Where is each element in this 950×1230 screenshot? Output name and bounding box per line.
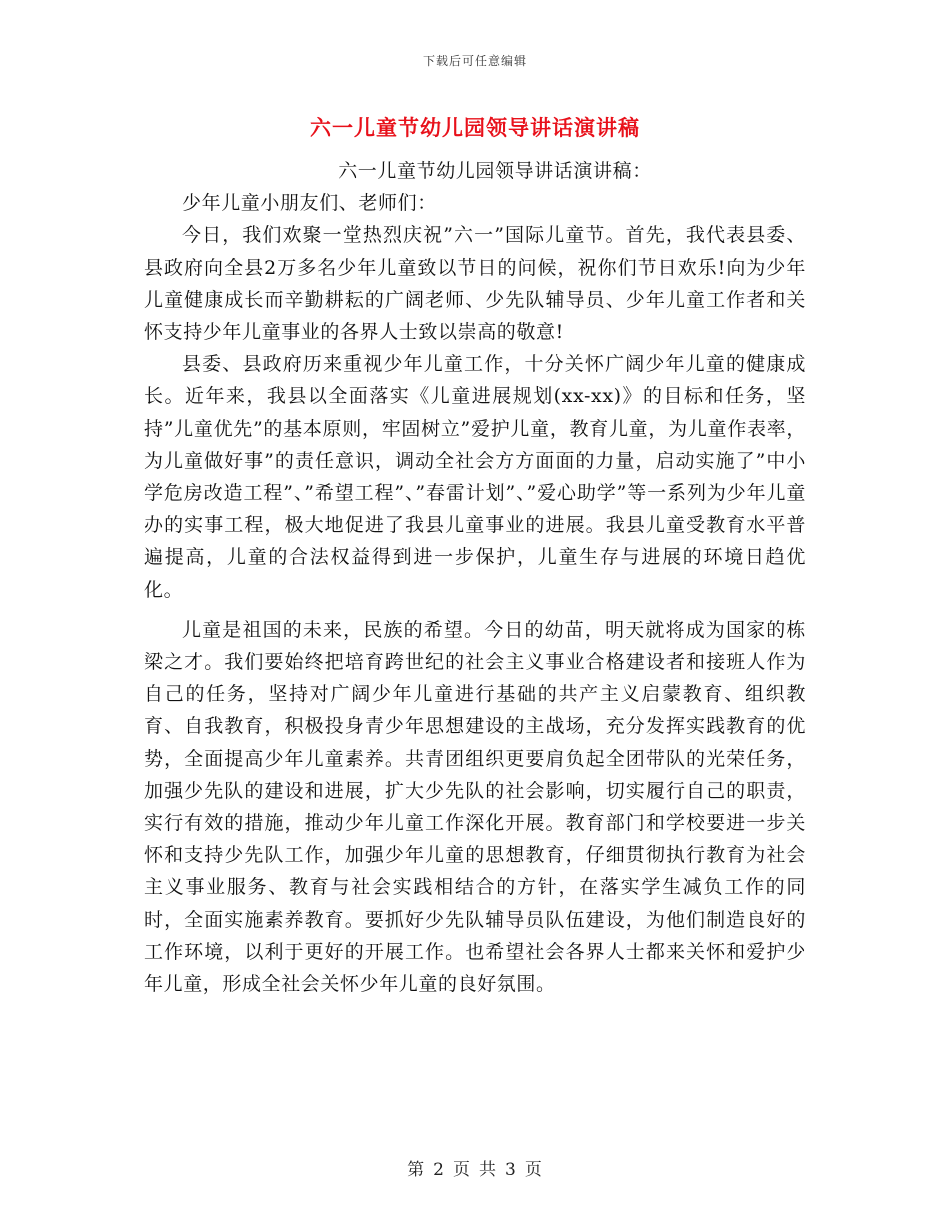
- footer-total-pages: 3: [505, 1160, 517, 1180]
- document-body: [144, 155, 806, 1000]
- greeting-paragraph: 少年儿童小朋友们、老师们：: [182, 192, 437, 215]
- header-note: 下载后可任意编辑: [422, 54, 527, 68]
- paragraph-1: 今日，我们欢聚一堂热烈庆祝”六一”国际儿童节。首先，我代表县委、县政府向全县2万多名少年儿童致以节日的问候，祝你们节日欢乐!向为少年儿童健康成长而辛勤耕耘的广阔老师、少先队辅导员、少年儿童工作者和关怀支持少年儿童事业的各界人士致以崇高的敬意!: [144, 224, 806, 344]
- document-subtitle: 六一儿童节幼儿园领导讲话演讲稿：: [338, 160, 652, 182]
- page-footer: [0, 1155, 950, 1180]
- document-title: 六一儿童节幼儿园领导讲话演讲稿: [310, 116, 640, 140]
- footer-label-ye-2: 页: [524, 1160, 543, 1180]
- footer-label-page: 第: [407, 1160, 426, 1180]
- paragraph-2: 县委、县政府历来重视少年儿童工作，十分关怀广阔少年儿童的健康成长。近年来，我县以全面落实《儿童进展规划(xx-xx)》的目标和任务，坚持”儿童优先”的基本原则，牢固树立”爱护儿童，教育儿童，为儿童作表率，为儿童做好事”的责任意识，调动全社会方方面面的力量，启动实施了”中小学危房改造工程”、”希望工程”、”春雷计划”、”爱心助学”等一系列为少年儿童办的实事工程，极大地促进了我县儿童事业的进展。我县儿童受教育水平普遍提高，儿童的合法权益得到进一步保护，儿童生存与进展的环境日趋优化。: [144, 353, 806, 601]
- footer-label-total: 共: [479, 1160, 497, 1180]
- footer-current-page: 2: [433, 1160, 445, 1180]
- footer-label-ye: 页: [453, 1160, 471, 1180]
- paragraph-3: 儿童是祖国的未来，民族的希望。今日的幼苗，明天就将成为国家的栋梁之才。我们要始终把培育跨世纪的社会主义事业合格建设者和接班人作为自己的任务，坚持对广阔少年儿童进行基础的共产主义启蒙教育、组织教育、自我教育，积极投身青少年思想建设的主战场，充分发挥实践教育的优势，全面提高少年儿童素养。共青团组织更要肩负起全团带队的光荣任务，加强少先队的建设和进展，扩大少先队的社会影响，切实履行自己的职责，实行有效的措施，推动少年儿童工作深化开展。教育部门和学校要进一步关怀和支持少先队工作，加强少年儿童的思想教育，仔细贯彻执行教育为社会主义事业服务、教育与社会实践相结合的方针，在落实学生减负工作的同时，全面实施素养教育。要抓好少先队辅导员队伍建设，为他们制造良好的工作环境，以利于更好的开展工作。也希望社会各界人士都来关怀和爱护少年儿童，形成全社会关怀少年儿童的良好氛围。: [144, 618, 806, 996]
